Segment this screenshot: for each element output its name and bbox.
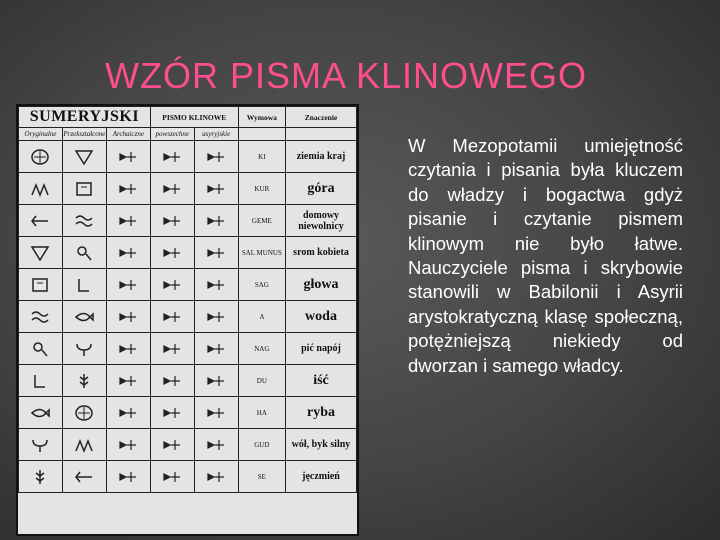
meaning-cell: srom kobieta: [286, 237, 357, 269]
original-sign-icon: [19, 397, 63, 429]
assyrian-sign-icon: [194, 429, 238, 461]
transformed-sign-icon: [62, 333, 106, 365]
subheader: Przekształcone: [62, 128, 106, 141]
table-row: [19, 141, 357, 173]
original-sign-icon: [19, 269, 63, 301]
header-cuneiform: PISMO KLINOWE: [150, 107, 238, 128]
original-sign-icon: [19, 429, 63, 461]
assyrian-sign-icon: [194, 301, 238, 333]
archaic-sign-icon: [106, 365, 150, 397]
table-row: [19, 237, 357, 269]
transformed-sign-icon: [62, 301, 106, 333]
transformed-sign-icon: [62, 141, 106, 173]
common-sign-icon: [150, 365, 194, 397]
archaic-sign-icon: [106, 397, 150, 429]
archaic-sign-icon: [106, 333, 150, 365]
archaic-sign-icon: [106, 269, 150, 301]
assyrian-sign-icon: [194, 461, 238, 493]
table-row: [19, 365, 357, 397]
table-row: [19, 333, 357, 365]
assyrian-sign-icon: [194, 237, 238, 269]
reading-cell: GEME: [238, 205, 285, 237]
common-sign-icon: [150, 205, 194, 237]
original-sign-icon: [19, 365, 63, 397]
transformed-sign-icon: [62, 365, 106, 397]
common-sign-icon: [150, 461, 194, 493]
assyrian-sign-icon: [194, 173, 238, 205]
meaning-cell: pić napój: [286, 333, 357, 365]
subheader: Oryginalne: [19, 128, 63, 141]
meaning-cell: iść: [286, 365, 357, 397]
table-row: [19, 429, 357, 461]
assyrian-sign-icon: [194, 365, 238, 397]
table-row: [19, 301, 357, 333]
meaning-cell: góra: [286, 173, 357, 205]
reading-cell: SAG: [238, 269, 285, 301]
assyrian-sign-icon: [194, 333, 238, 365]
table-row: [19, 205, 357, 237]
slide-title: WZÓR PISMA KLINOWEGO: [105, 55, 588, 96]
reading-cell: DU: [238, 365, 285, 397]
common-sign-icon: [150, 141, 194, 173]
meaning-cell: domowy niewolnicy: [286, 205, 357, 237]
meaning-cell: ryba: [286, 397, 357, 429]
reading-cell: NAG: [238, 333, 285, 365]
table-row: [19, 461, 357, 493]
transformed-sign-icon: [62, 173, 106, 205]
transformed-sign-icon: [62, 269, 106, 301]
assyrian-sign-icon: [194, 205, 238, 237]
original-sign-icon: [19, 461, 63, 493]
reading-cell: HA: [238, 397, 285, 429]
reading-cell: SAL MUNUS: [238, 237, 285, 269]
common-sign-icon: [150, 429, 194, 461]
original-sign-icon: [19, 333, 63, 365]
assyrian-sign-icon: [194, 269, 238, 301]
common-sign-icon: [150, 397, 194, 429]
reading-cell: A: [238, 301, 285, 333]
reading-cell: KI: [238, 141, 285, 173]
reading-cell: KUR: [238, 173, 285, 205]
common-sign-icon: [150, 269, 194, 301]
table-row: [19, 397, 357, 429]
common-sign-icon: [150, 173, 194, 205]
original-sign-icon: [19, 205, 63, 237]
archaic-sign-icon: [106, 237, 150, 269]
reading-cell: SE: [238, 461, 285, 493]
header-meaning: Znaczenie: [286, 107, 357, 128]
archaic-sign-icon: [106, 173, 150, 205]
archaic-sign-icon: [106, 461, 150, 493]
transformed-sign-icon: [62, 397, 106, 429]
subheader: powszechne: [150, 128, 194, 141]
meaning-cell: woda: [286, 301, 357, 333]
cuneiform-table: [18, 106, 357, 493]
archaic-sign-icon: [106, 141, 150, 173]
reading-cell: GUD: [238, 429, 285, 461]
table-row: [19, 269, 357, 301]
cuneiform-chart: [16, 104, 359, 536]
archaic-sign-icon: [106, 301, 150, 333]
original-sign-icon: [19, 237, 63, 269]
meaning-cell: ziemia kraj: [286, 141, 357, 173]
meaning-cell: jęczmień: [286, 461, 357, 493]
transformed-sign-icon: [62, 429, 106, 461]
original-sign-icon: [19, 173, 63, 205]
table-row: [19, 173, 357, 205]
common-sign-icon: [150, 301, 194, 333]
transformed-sign-icon: [62, 461, 106, 493]
header-sumerian: SUMERYJSKI: [19, 107, 151, 128]
common-sign-icon: [150, 333, 194, 365]
common-sign-icon: [150, 237, 194, 269]
archaic-sign-icon: [106, 429, 150, 461]
original-sign-icon: [19, 301, 63, 333]
subheader: asyryjskie: [194, 128, 238, 141]
meaning-cell: wół, byk silny: [286, 429, 357, 461]
original-sign-icon: [19, 141, 63, 173]
subheader: Archaiczne: [106, 128, 150, 141]
subheader-empty: [238, 128, 285, 141]
archaic-sign-icon: [106, 205, 150, 237]
assyrian-sign-icon: [194, 141, 238, 173]
header-reading: Wymowa: [238, 107, 285, 128]
transformed-sign-icon: [62, 205, 106, 237]
meaning-cell: głowa: [286, 269, 357, 301]
description-paragraph: W Mezopotamii umiejętność czytania i pisania była kluczem do władzy i bogactwa gdyż pisanie i czytanie pismem klinowym nie było łatwe. Nauczyciele pisma i skrybowie stanowili w Babilonii i Asyrii arystokratyczną klasę społeczną, potężniejszą niekiedy od dworzan i samego władcy.: [408, 135, 683, 376]
subheader-empty: [286, 128, 357, 141]
transformed-sign-icon: [62, 237, 106, 269]
assyrian-sign-icon: [194, 397, 238, 429]
